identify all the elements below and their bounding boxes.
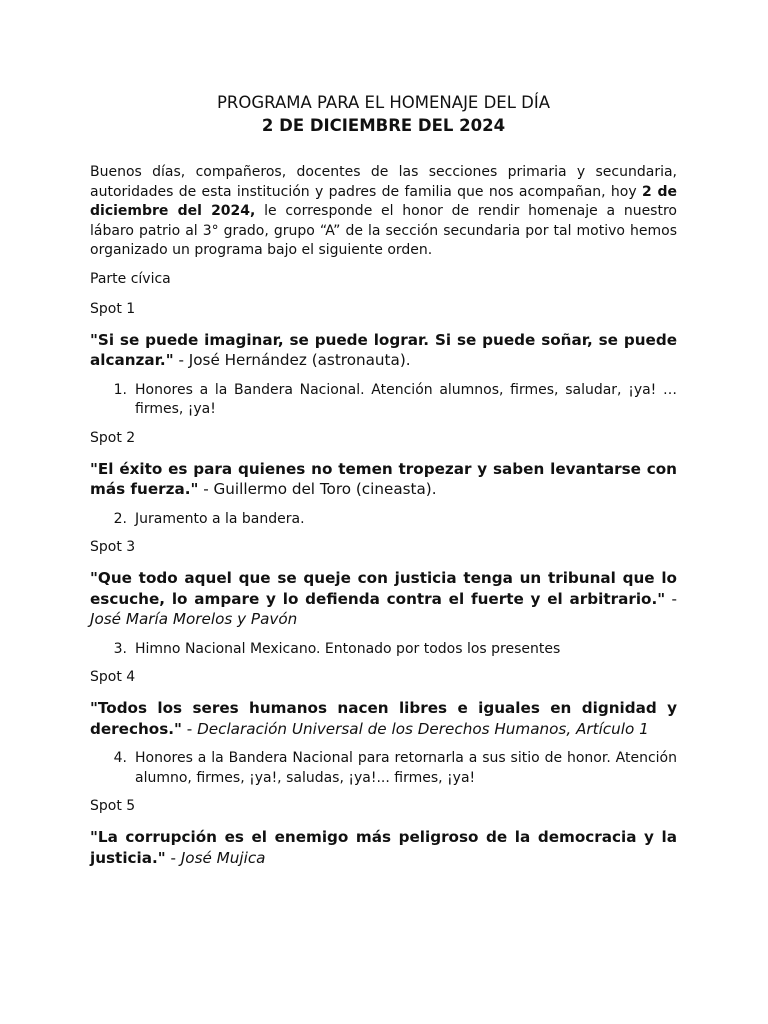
section-label: Parte cívica: [90, 270, 171, 287]
spot-label: Spot 3: [90, 539, 136, 555]
intro-text-2: le corresponde el honor de rendir homenaje a nuestro lábaro patrio al 3° grado, grupo “A” de la sección secundaria por tal motivo hemos organizado un programa bajo el siguiente orden.: [90, 203, 677, 258]
quote-attribution: - José Hernández (astronauta).: [173, 351, 411, 369]
intro-text-1: Buenos días, compañeros, docentes de las secciones primaria y secundaria, autoridades de esta institución y padres de familia que nos acompañan, hoy: [90, 164, 677, 200]
intro-paragraph: [90, 163, 677, 261]
spot-quote: [90, 459, 677, 500]
title-line-1: PROGRAMA PARA EL HOMENAJE DEL DÍA: [216, 93, 551, 112]
quote-author: Declaración Universal de los Derechos Humanos, Artículo 1: [197, 719, 649, 738]
spot-quote: [90, 827, 677, 868]
spot-quote: [90, 330, 677, 371]
quote-attribution: -: [181, 719, 198, 738]
item-text: Honores a la Bandera Nacional para retornarla a sus sitio de honor. Atención alumno, firmes, ¡ya!, saludas, ¡ya!... firmes, ¡ya!: [135, 750, 677, 786]
quote-text: "El éxito es para quienes no temen tropezar y saben levantarse con más fuerza.": [90, 459, 677, 498]
spot-label: Spot 2: [90, 429, 136, 446]
item-number: 2.: [113, 510, 127, 527]
quote-text: "Que todo aquel que se queje con justicia tenga un tribunal que lo escuche, lo ampare y lo defienda contra el fuerte y el arbitrario.": [90, 569, 677, 608]
spot-quote: [90, 568, 677, 630]
intro-date: 2 de diciembre del 2024,: [90, 183, 677, 219]
item-text: Juramento a la bandera.: [135, 510, 305, 527]
quote-text: "La corrupción es el enemigo más peligroso de la democracia y la justicia.": [90, 828, 677, 867]
quote-attribution: -: [165, 848, 181, 867]
program-item: [90, 640, 677, 660]
item-text: Honores a la Bandera Nacional. Atención alumnos, firmes, saludar, ¡ya! … firmes, ¡ya!: [135, 381, 677, 417]
spot-label: Spot 4: [90, 669, 136, 685]
spot-label: Spot 5: [90, 798, 136, 814]
item-number: 1.: [113, 381, 127, 398]
program-item: [90, 510, 677, 530]
spot-label: Spot 1: [90, 300, 136, 317]
document-body: [90, 92, 677, 878]
spot-quote: [90, 698, 677, 739]
title-line-2: 2 DE DICIEMBRE DEL 2024: [261, 116, 506, 135]
item-number: 3.: [113, 640, 127, 657]
quote-attribution: - Guillermo del Toro (cineasta).: [198, 480, 437, 498]
quote-text: "Todos los seres humanos nacen libres e iguales en dignidad y derechos.": [90, 699, 677, 738]
program-item: [90, 749, 677, 788]
quote-author: José Mujica: [180, 848, 266, 867]
item-text: Himno Nacional Mexicano. Entonado por todos los presentes: [135, 640, 561, 657]
program-item: [90, 381, 677, 420]
item-number: 4.: [113, 750, 127, 766]
quote-attribution: -: [665, 589, 677, 608]
quote-text: "Si se puede imaginar, se puede lograr. Si se puede soñar, se puede alcanzar.": [90, 330, 677, 369]
quote-author: José María Morelos y Pavón: [90, 610, 298, 628]
